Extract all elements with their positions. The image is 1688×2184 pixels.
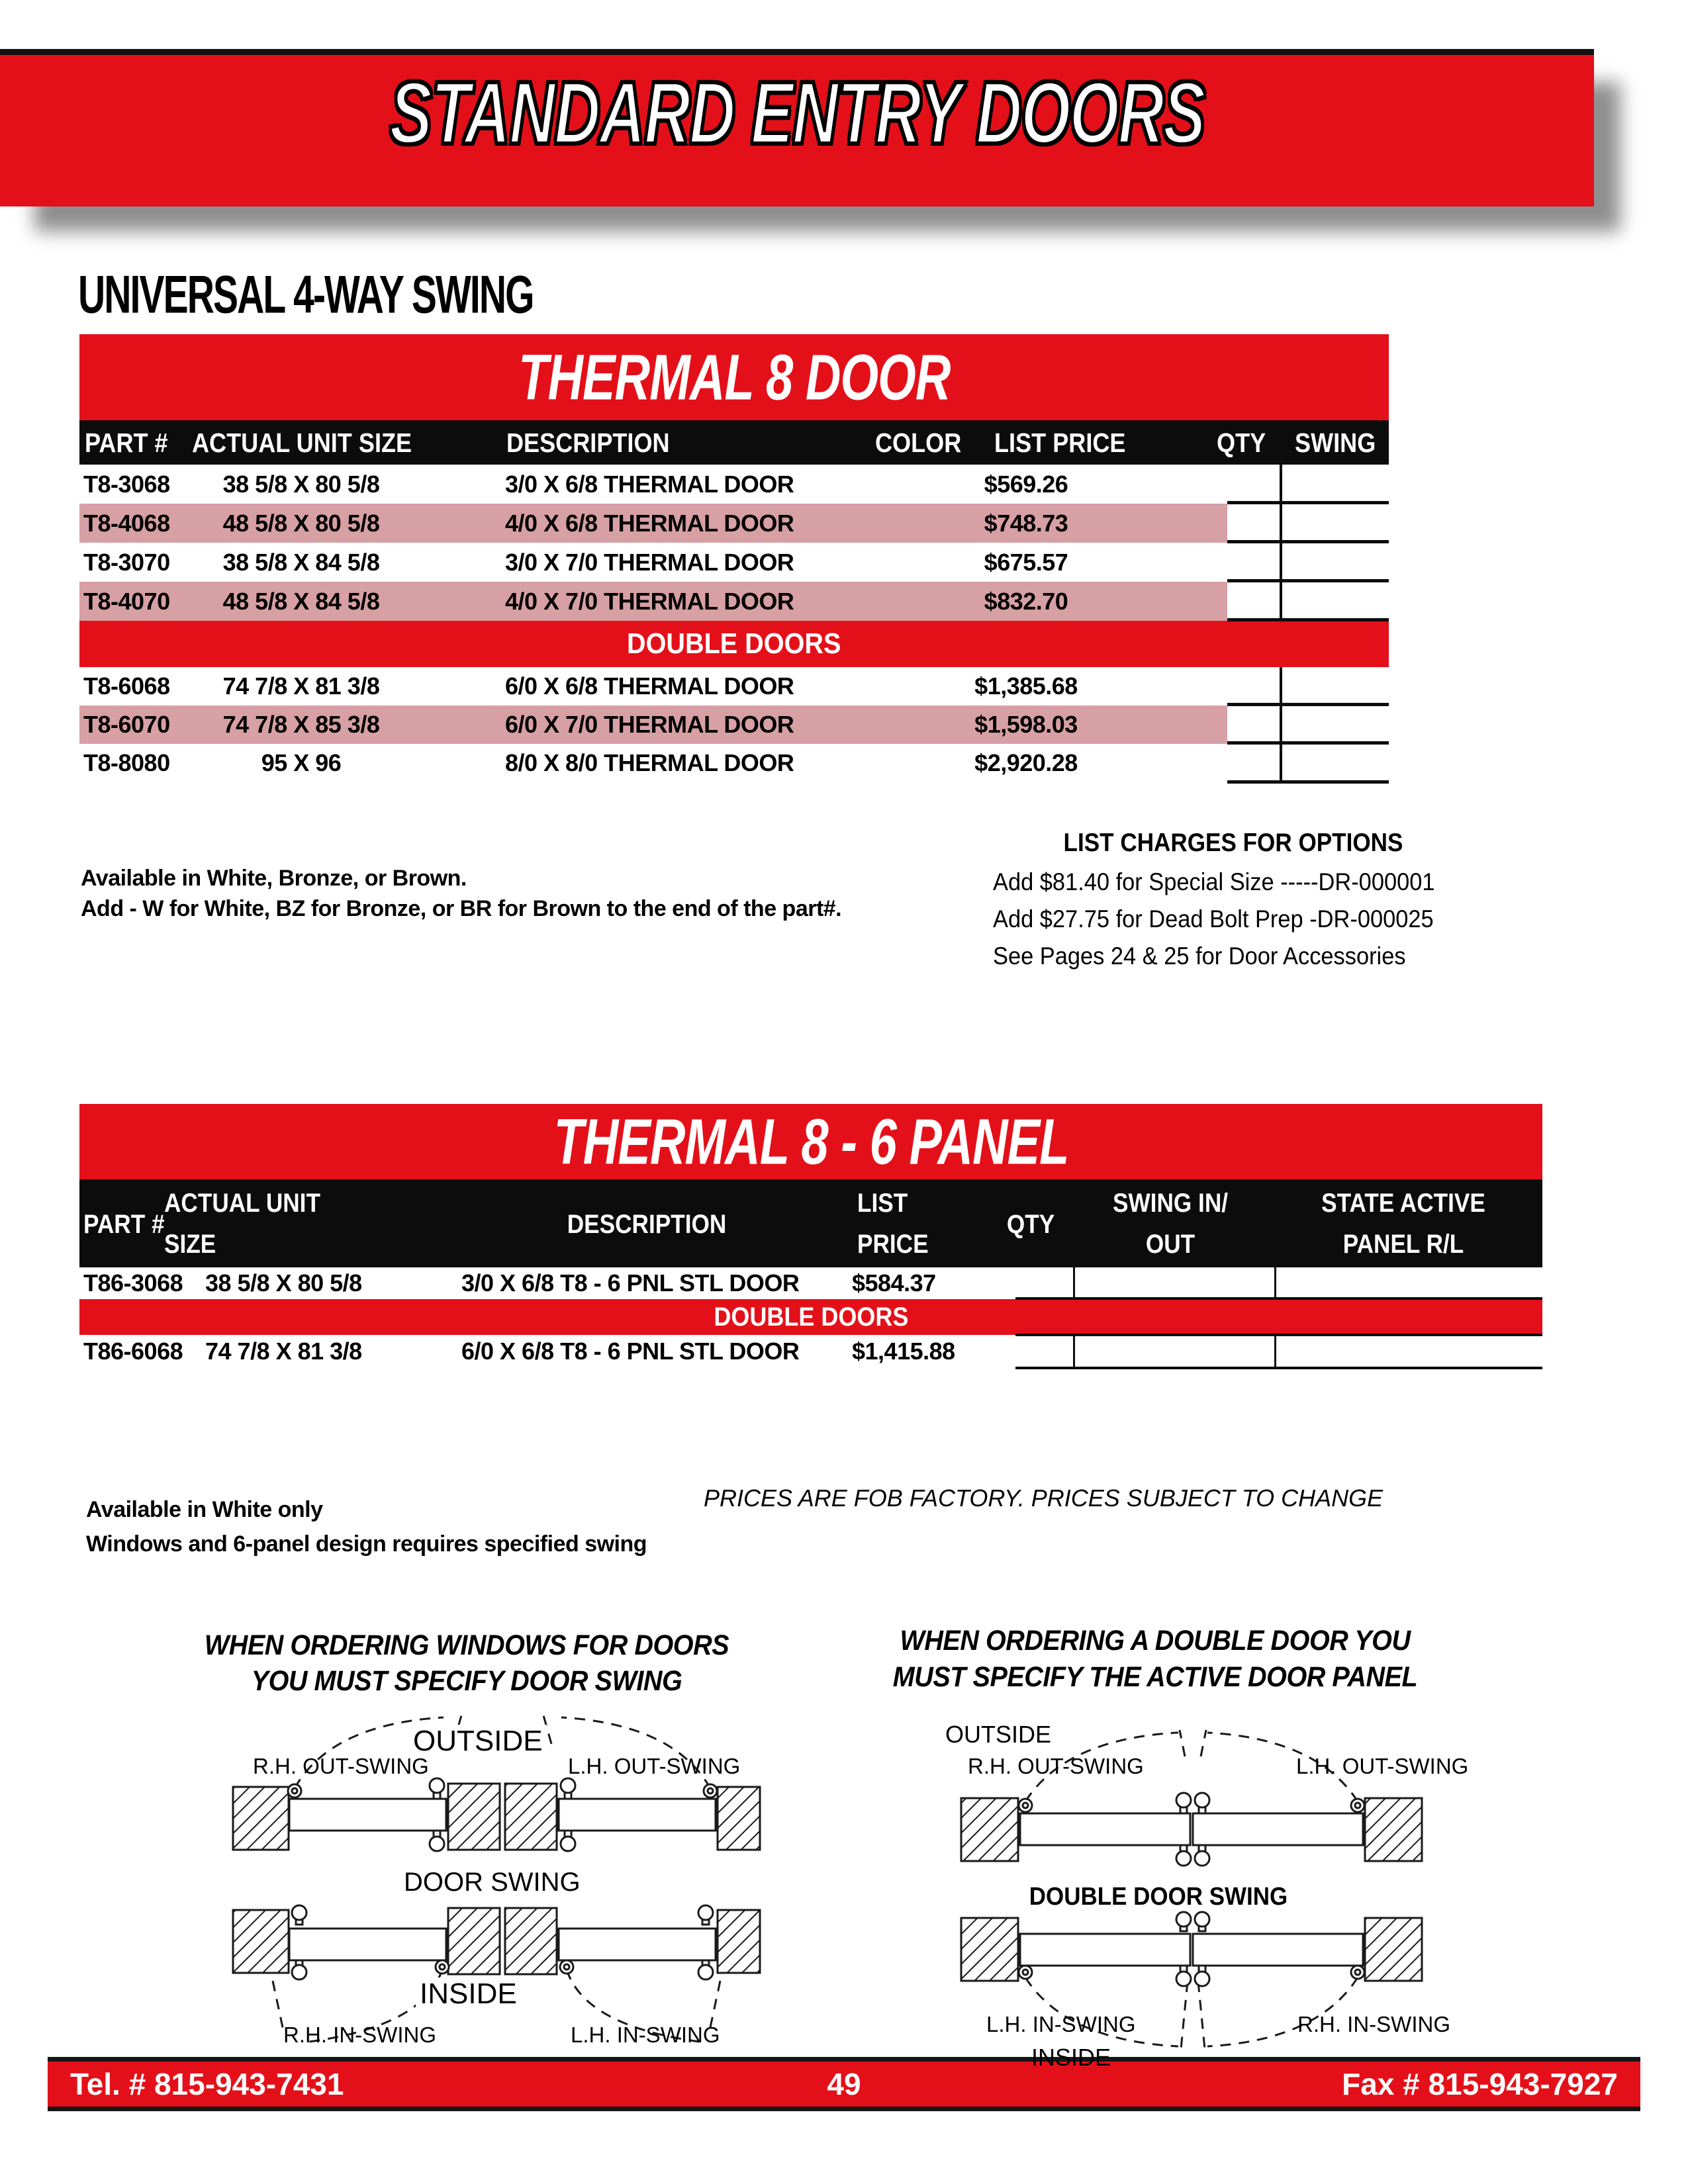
qty-divider-line — [1073, 1335, 1075, 1368]
row-border — [1227, 540, 1389, 543]
unit-size: 95 X 96 — [261, 749, 342, 776]
rh-out-swing-label: R.H. OUT-SWING — [253, 1754, 429, 1778]
footer-page-number: 49 — [827, 2067, 861, 2101]
col-swing: SWING — [1295, 428, 1376, 458]
color-note-2: Add - W for White, BZ for Bronze, or BR for Brown to the end of the part#. — [81, 896, 842, 921]
door-swing-label: DOOR SWING — [404, 1868, 581, 1897]
description: 4/0 X 7/0 THERMAL DOOR — [505, 588, 794, 615]
table2-header-row — [79, 1179, 1542, 1267]
part-number: T8-8080 — [83, 749, 170, 776]
table-row — [79, 1335, 1542, 1368]
row-border — [1015, 1367, 1542, 1369]
part-number: T8-6070 — [83, 711, 170, 738]
inside-label: INSIDE — [416, 1978, 521, 2011]
row-border — [1227, 780, 1389, 784]
unit-size: 38 5/8 X 80 5/8 — [205, 1269, 362, 1297]
table1-title: THERMAL 8 DOOR — [518, 340, 951, 414]
left-diagram-heading-1: WHEN ORDERING WINDOWS FOR DOORS — [204, 1629, 729, 1661]
qty-divider-line — [1073, 1267, 1075, 1299]
col-swing-in-out: SWING IN/ — [1112, 1189, 1229, 1218]
table-row — [79, 1267, 1542, 1299]
table1-title-banner — [79, 334, 1389, 420]
white-only-note: Available in White only — [86, 1497, 323, 1522]
single-door-in-swing-diagram — [232, 1898, 761, 2044]
col-color: COLOR — [875, 428, 962, 458]
col-size: ACTUAL UNIT SIZE — [192, 428, 412, 458]
part-number: T86-3068 — [83, 1269, 183, 1297]
right-diagram-heading-1: WHEN ORDERING A DOUBLE DOOR YOU — [900, 1625, 1411, 1657]
right-diagram-heading-2: MUST SPECIFY THE ACTIVE DOOR PANEL — [892, 1661, 1418, 1693]
col-desc: DESCRIPTION — [506, 428, 670, 458]
description: 3/0 X 6/8 T8 - 6 PNL STL DOOR — [461, 1269, 800, 1297]
left-diagram-heading-2: YOU MUST SPECIFY DOOR SWING — [251, 1665, 682, 1697]
list-price: $832.70 — [984, 588, 1068, 615]
col-actual-size: SIZE — [164, 1230, 216, 1259]
section-title: UNIVERSAL 4-WAY SWING — [78, 264, 534, 324]
col-price: PRICE — [857, 1230, 929, 1259]
lh-out-swing-label: L.H. OUT-SWING — [1296, 1754, 1469, 1778]
col-panel-rl: PANEL R/L — [1342, 1230, 1464, 1259]
unit-size: 48 5/8 X 84 5/8 — [222, 588, 380, 615]
page-title: STANDARD ENTRY DOORS — [389, 64, 1205, 163]
row-border — [1015, 1334, 1542, 1336]
col-part: PART # — [83, 1210, 165, 1239]
table1-header-row — [79, 420, 1389, 465]
description: 3/0 X 7/0 THERMAL DOOR — [505, 549, 794, 576]
unit-size: 48 5/8 X 80 5/8 — [222, 510, 380, 537]
part-number: T8-3070 — [83, 549, 170, 576]
col-swing-out: OUT — [1145, 1230, 1196, 1259]
table-row — [79, 667, 1389, 705]
outside-label: OUTSIDE — [409, 1725, 547, 1758]
qty-swing-divider-line — [1280, 667, 1282, 782]
rh-in-swing-label: R.H. IN-SWING — [283, 2023, 436, 2047]
double-door-out-swing-diagram — [960, 1729, 1423, 1874]
option-item: Add $81.40 for Special Size -----DR-000001 — [993, 868, 1435, 895]
table-row — [79, 504, 1227, 543]
part-number: T86-6068 — [83, 1338, 183, 1365]
list-price: $1,385.68 — [974, 672, 1078, 700]
inside-label: INSIDE — [1031, 2044, 1111, 2071]
description: 4/0 X 6/8 THERMAL DOOR — [505, 510, 794, 537]
table2-title-banner — [79, 1104, 1542, 1179]
col-qty: QTY — [1217, 428, 1266, 458]
unit-size: 74 7/8 X 81 3/8 — [205, 1338, 362, 1365]
double-door-swing-label: DOUBLE DOOR SWING — [1029, 1883, 1288, 1911]
description: 6/0 X 6/8 THERMAL DOOR — [505, 672, 794, 700]
part-number: T8-3068 — [83, 471, 170, 498]
table-row — [79, 582, 1227, 621]
rh-in-swing-label: R.H. IN-SWING — [1297, 2012, 1450, 2036]
description: 6/0 X 6/8 T8 - 6 PNL STL DOOR — [461, 1338, 800, 1365]
option-item: See Pages 24 & 25 for Door Accessories — [993, 942, 1406, 970]
thermal-8-6-panel-table — [79, 1104, 1542, 1369]
part-number: T8-4068 — [83, 510, 170, 537]
thermal-8-door-table — [79, 334, 1389, 784]
list-price: $675.57 — [984, 549, 1068, 576]
row-border — [1227, 579, 1389, 582]
options-title: LIST CHARGES FOR OPTIONS — [1063, 829, 1403, 857]
part-number: T8-6068 — [83, 672, 170, 700]
lh-in-swing-label: L.H. IN-SWING — [986, 2012, 1136, 2036]
footer-fax: Fax # 815-943-7927 — [1342, 2067, 1618, 2101]
row-border — [1015, 1297, 1542, 1300]
col-price: LIST PRICE — [994, 428, 1126, 458]
footer-tel: Tel. # 815-943-7431 — [70, 2067, 344, 2101]
divider-label: DOUBLE DOORS — [627, 627, 841, 660]
lh-in-swing-label: L.H. IN-SWING — [571, 2023, 720, 2047]
col-list: LIST — [857, 1189, 908, 1218]
swing-divider-line — [1274, 1335, 1276, 1368]
unit-size: 38 5/8 X 84 5/8 — [222, 549, 380, 576]
col-state-active: STATE ACTIVE — [1321, 1189, 1485, 1218]
unit-size: 74 7/8 X 81 3/8 — [222, 672, 380, 700]
divider-label: DOUBLE DOORS — [713, 1302, 909, 1332]
col-part: PART # — [85, 428, 168, 458]
table-row — [79, 744, 1389, 782]
swing-divider-line — [1274, 1267, 1276, 1299]
unit-size: 38 5/8 X 80 5/8 — [222, 471, 380, 498]
row-border — [1227, 703, 1389, 706]
row-border — [1227, 618, 1389, 621]
table-row — [79, 705, 1227, 744]
double-doors-divider — [79, 621, 1389, 667]
fob-note: PRICES ARE FOB FACTORY. PRICES SUBJECT TO CHANGE — [704, 1484, 1383, 1512]
footer-bar — [48, 2057, 1640, 2111]
list-price: $2,920.28 — [974, 749, 1078, 776]
list-price: $584.37 — [852, 1269, 936, 1297]
description: 8/0 X 8/0 THERMAL DOOR — [505, 749, 794, 776]
description: 3/0 X 6/8 THERMAL DOOR — [505, 471, 794, 498]
double-doors-divider — [79, 1299, 1542, 1335]
rh-out-swing-label: R.H. OUT-SWING — [968, 1754, 1144, 1778]
col-qty: QTY — [1006, 1210, 1055, 1239]
col-actual-unit: ACTUAL UNIT — [164, 1189, 320, 1218]
description: 6/0 X 7/0 THERMAL DOOR — [505, 711, 794, 738]
list-price: $1,415.88 — [852, 1338, 955, 1365]
list-price: $569.26 — [984, 471, 1068, 498]
unit-size: 74 7/8 X 85 3/8 — [222, 711, 380, 738]
swing-required-note: Windows and 6-panel design requires specified swing — [86, 1531, 647, 1557]
table2-title: THERMAL 8 - 6 PANEL — [553, 1105, 1068, 1178]
part-number: T8-4070 — [83, 588, 170, 615]
col-desc: DESCRIPTION — [567, 1210, 727, 1239]
list-price: $748.73 — [984, 510, 1068, 537]
lh-out-swing-label: L.H. OUT-SWING — [568, 1754, 741, 1778]
table-row — [79, 465, 1389, 504]
list-price: $1,598.03 — [974, 711, 1078, 738]
outside-label: OUTSIDE — [945, 1721, 1052, 1748]
row-border — [1227, 741, 1389, 745]
table-row — [79, 543, 1389, 582]
color-note-1: Available in White, Bronze, or Brown. — [81, 866, 467, 891]
row-border — [1227, 501, 1389, 504]
option-item: Add $27.75 for Dead Bolt Prep -DR-000025 — [993, 905, 1434, 933]
